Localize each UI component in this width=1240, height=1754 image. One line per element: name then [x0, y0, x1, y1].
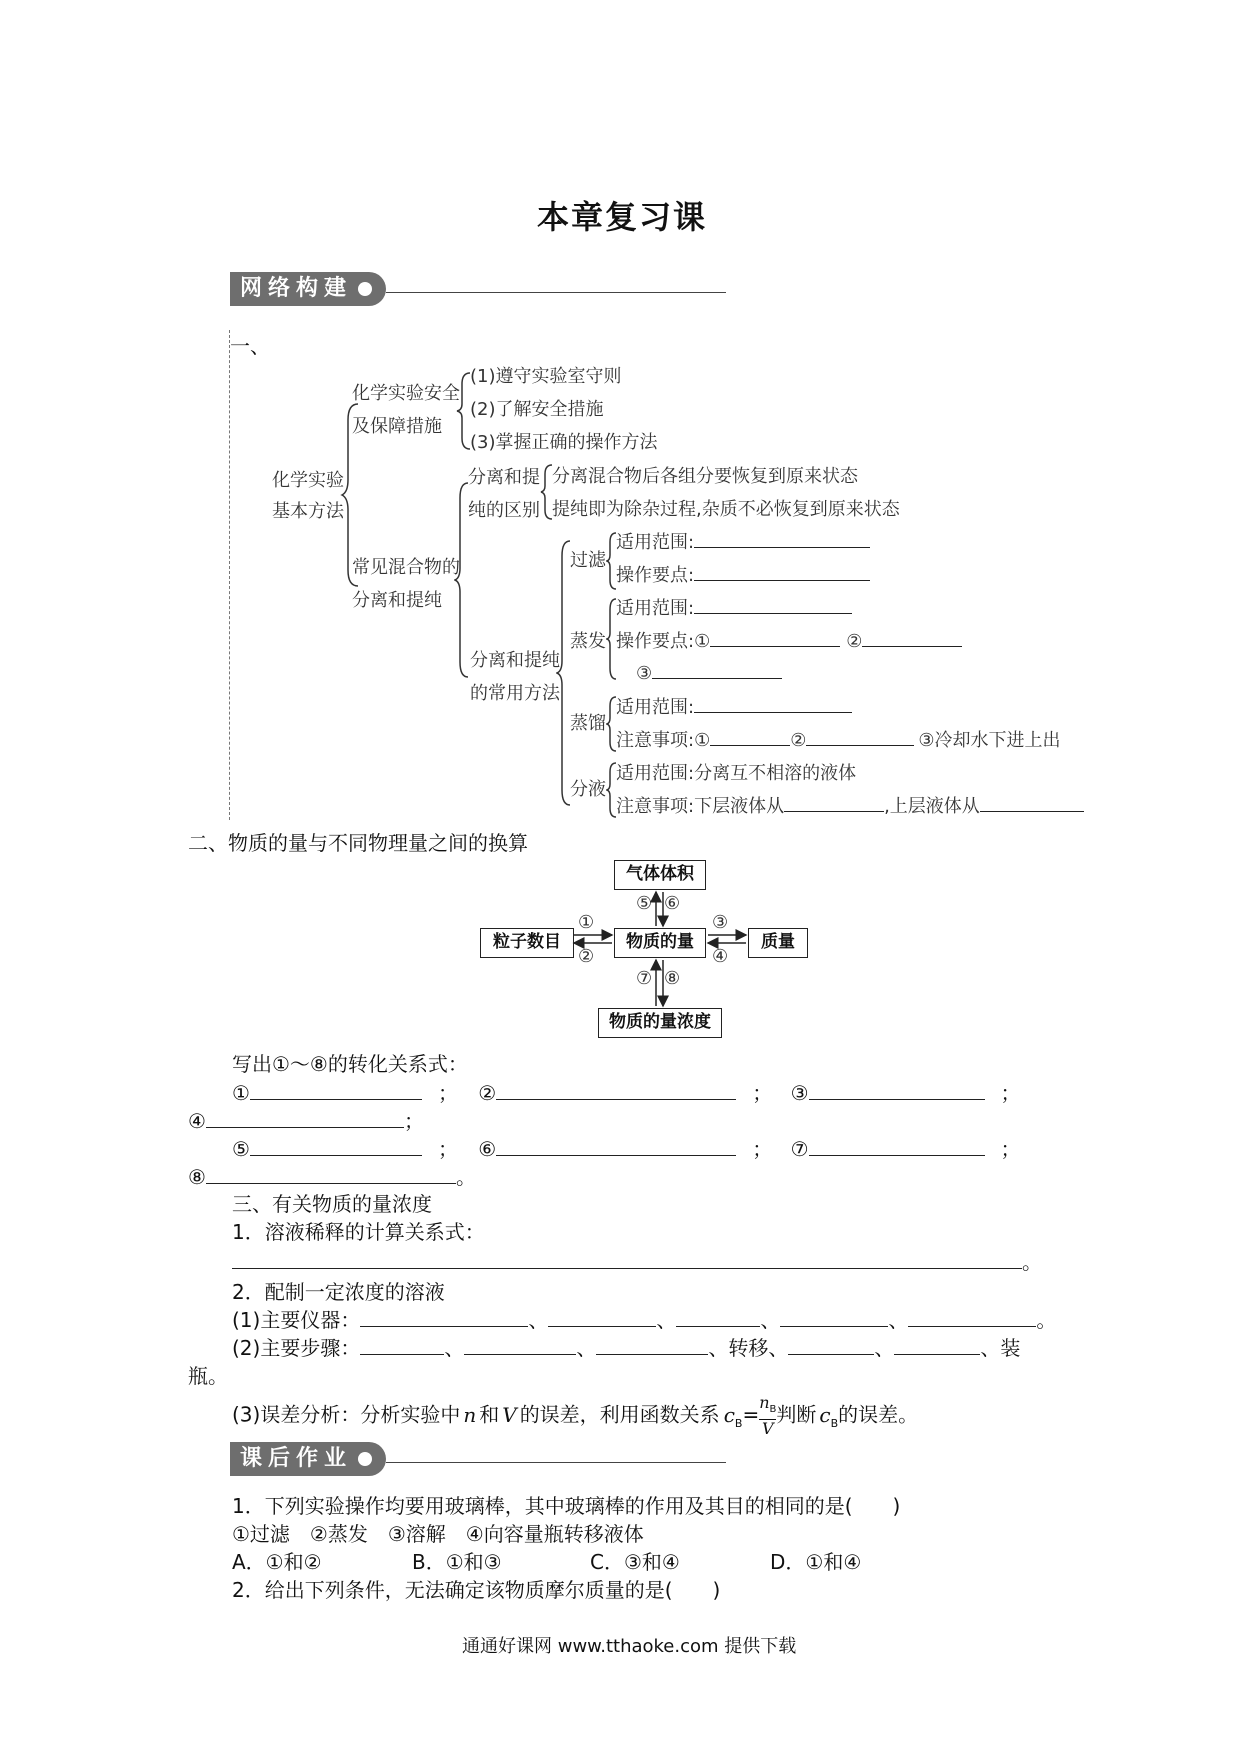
box-molar-concentration: 物质的量浓度: [598, 1008, 722, 1038]
extract-label: 分液: [570, 779, 606, 800]
instrument-blank-5[interactable]: [908, 1308, 1036, 1327]
step-blank-4[interactable]: [788, 1336, 874, 1355]
separation-label-2: 分离和提纯: [352, 590, 442, 611]
brace-methods: [556, 538, 572, 808]
fill-blank-7[interactable]: [809, 1137, 985, 1156]
extract-lower-blank[interactable]: [784, 793, 884, 812]
homework-q1-items: ①过滤 ②蒸发 ③溶解 ④向容量瓶转移液体: [232, 1522, 644, 1546]
arrow-label-4: ④: [712, 946, 729, 967]
banner-rule: [386, 1462, 726, 1463]
fill-row-1: ① ； ② ； ③ ；: [232, 1081, 1021, 1105]
dilution-answer-row: 。: [232, 1246, 1042, 1275]
filter-label: 过滤: [570, 550, 606, 571]
arrow-label-3: ③: [712, 912, 729, 933]
fill-blank-2[interactable]: [496, 1081, 736, 1100]
difference-label-2: 纯的区别: [468, 500, 540, 521]
fill-row-4: ⑧ 。: [188, 1165, 476, 1189]
evaporate-points: 操作要点:① ②: [616, 627, 962, 653]
dilution-question: 1．溶液稀释的计算关系式：: [232, 1220, 485, 1244]
section-banner-homework: [230, 1442, 386, 1476]
methods-label-1: 分离和提纯: [470, 650, 560, 671]
fill-blank-8[interactable]: [206, 1165, 456, 1184]
prep-question: 2．配制一定浓度的溶液: [232, 1280, 445, 1304]
box-gas-volume: 气体体积: [614, 860, 706, 890]
evaporate-point3-blank[interactable]: [652, 660, 782, 679]
distill-label: 蒸馏: [570, 713, 606, 734]
arrow-label-1: ①: [578, 912, 595, 933]
instrument-blank-3[interactable]: [676, 1308, 760, 1327]
homework-q1-option-d[interactable]: D．①和④: [770, 1550, 862, 1574]
margin-dashed-line: [229, 330, 230, 820]
filter-scope: 适用范围:: [616, 528, 870, 554]
instruments-row: (1)主要仪器： 、 、 、 、 。: [232, 1308, 1057, 1332]
fill-row-3: ⑤ ； ⑥ ； ⑦ ；: [232, 1137, 1021, 1161]
safety-label-1: 化学实验安全: [352, 383, 460, 404]
difference-item-1: 分离混合物后各组分要恢复到原来状态: [552, 466, 858, 487]
arrow-label-2: ②: [578, 946, 595, 967]
step-blank-3[interactable]: [596, 1336, 708, 1355]
safety-label-2: 及保障措施: [352, 416, 442, 437]
footer-credit: 通通好课网 www.tthaoke.com 提供下载: [462, 1636, 797, 1657]
evaporate-point3: ③: [636, 660, 782, 684]
instrument-blank-1[interactable]: [360, 1308, 528, 1327]
fill-blank-6[interactable]: [496, 1137, 736, 1156]
root-label-2: 基本方法: [272, 501, 344, 522]
arrow-label-6: ⑥: [664, 893, 681, 914]
steps-row: (2)主要步骤： 、 、 、转移、 、 、装: [232, 1336, 1021, 1360]
arrow-label-5: ⑤: [636, 893, 653, 914]
step-blank-2[interactable]: [464, 1336, 576, 1355]
extract-upper-blank[interactable]: [980, 793, 1084, 812]
fill-blank-3[interactable]: [809, 1081, 985, 1100]
difference-label-1: 分离和提: [468, 467, 540, 488]
distill-scope: 适用范围:: [616, 693, 852, 719]
distill-notes: 注意事项:① ② ③冷却水下进上出: [616, 726, 1061, 752]
banner-rule: [386, 292, 726, 293]
conversion-instruction: 写出①～⑧的转化关系式：: [232, 1052, 468, 1076]
section3-heading: 三、有关物质的量浓度: [232, 1192, 432, 1216]
page-title: 本章复习课: [537, 198, 708, 236]
box-mass: 质量: [748, 928, 808, 958]
extract-notes: 注意事项:下层液体从 ,上层液体从: [616, 792, 1084, 818]
instrument-blank-4[interactable]: [780, 1308, 888, 1327]
evaporate-point2-blank[interactable]: [862, 628, 962, 647]
error-analysis: (3)误差分析：分析实验中 n 和 V 的误差，利用函数关系 $c_B=$ $\frac{n_B}{V}$ 判断 $c_B$的误差。: [232, 1393, 919, 1439]
extract-scope: 适用范围:分离互不相溶的液体: [616, 763, 857, 784]
fill-blank-4[interactable]: [206, 1109, 404, 1128]
homework-q1-option-c[interactable]: C．③和④: [590, 1550, 680, 1574]
fill-blank-5[interactable]: [250, 1137, 422, 1156]
section-banner-network: [230, 272, 386, 306]
homework-q1: 1．下列实验操作均要用玻璃棒，其中玻璃棒的作用及其目的相同的是( ): [232, 1494, 901, 1518]
methods-label-2: 的常用方法: [470, 683, 560, 704]
distill-note2-blank[interactable]: [806, 727, 914, 746]
homework-q1-option-a[interactable]: A．①和②: [232, 1550, 322, 1574]
fill-row-2: ④ ；: [188, 1109, 424, 1133]
safety-item-1: (1)遵守实验室守则: [470, 366, 622, 387]
evaporate-label: 蒸发: [570, 631, 606, 652]
step-blank-1[interactable]: [360, 1336, 444, 1355]
section2-heading: 二、物质的量与不同物理量之间的换算: [188, 831, 528, 855]
box-particle-number: 粒子数目: [480, 928, 574, 958]
box-amount-of-substance: 物质的量: [614, 928, 706, 958]
safety-item-3: (3)掌握正确的操作方法: [470, 432, 658, 453]
filter-points-blank[interactable]: [694, 562, 870, 581]
separation-label-1: 常见混合物的: [352, 557, 460, 578]
evaporate-point1-blank[interactable]: [710, 628, 840, 647]
distill-scope-blank[interactable]: [694, 694, 852, 713]
arrow-label-7: ⑦: [636, 968, 653, 989]
diagram-arrows: [470, 850, 830, 1050]
fill-blank-1[interactable]: [250, 1081, 422, 1100]
section-marker-one: 一、: [230, 334, 270, 358]
banner-dot-icon: [358, 282, 372, 296]
safety-item-2: (2)了解安全措施: [470, 399, 604, 420]
homework-q1-option-b[interactable]: B．①和③: [412, 1550, 502, 1574]
filter-points: 操作要点:: [616, 561, 870, 587]
difference-item-2: 提纯即为除杂过程,杂质不必恢复到原来状态: [552, 499, 900, 520]
root-label-1: 化学实验: [272, 470, 344, 491]
banner-label: 网络构建: [240, 276, 353, 301]
homework-q2: 2．给出下列条件，无法确定该物质摩尔质量的是( ): [232, 1578, 721, 1602]
steps-row-end: 瓶。: [188, 1364, 228, 1388]
arrow-label-8: ⑧: [664, 968, 681, 989]
banner-dot-icon: [358, 1452, 372, 1466]
step-blank-5[interactable]: [894, 1336, 980, 1355]
banner-label: 课后作业: [240, 1446, 353, 1471]
filter-scope-blank[interactable]: [694, 529, 870, 548]
evaporate-scope-blank[interactable]: [694, 595, 852, 614]
dilution-blank[interactable]: [232, 1250, 1022, 1269]
evaporate-scope: 适用范围:: [616, 594, 852, 620]
instrument-blank-2[interactable]: [548, 1308, 656, 1327]
distill-note1-blank[interactable]: [710, 727, 790, 746]
